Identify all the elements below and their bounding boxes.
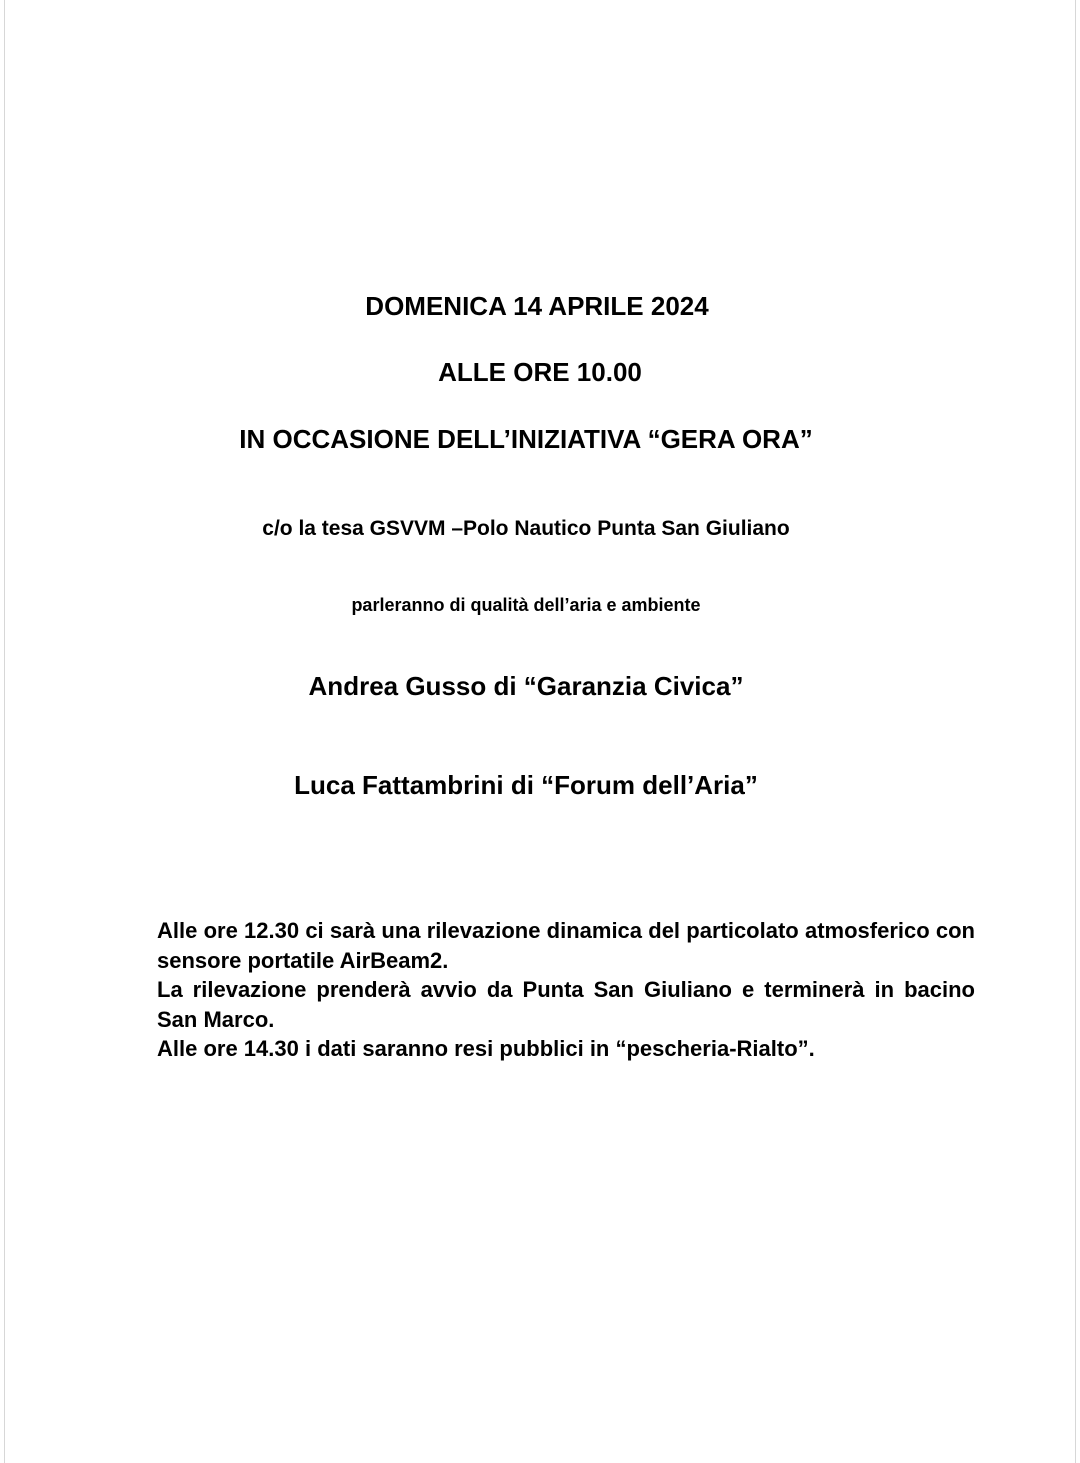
topic-intro: parleranno di qualità dell’aria e ambiente <box>351 595 701 615</box>
page-edge-right <box>1075 0 1076 1463</box>
note-results: Alle ore 14.30 i dati saranno resi pubblici in “pescheria-Rialto”. <box>157 1036 815 1061</box>
page-edge-left <box>4 0 5 1463</box>
speaker-2: Luca Fattambrini di “Forum dell’Aria” <box>294 770 758 800</box>
note-measurement: Alle ore 12.30 ci sarà una rilevazione dinamica del particolato atmosferico con sensore portatile AirBeam2. <box>157 918 975 973</box>
event-occasion: IN OCCASIONE DELL’INIZIATIVA “GERA ORA” <box>239 424 813 454</box>
event-notes <box>157 916 975 1064</box>
note-route: La rilevazione prenderà avvio da Punta San Giuliano e terminerà in bacino San Marco. <box>157 977 975 1032</box>
speaker-1: Andrea Gusso di “Garanzia Civica” <box>308 671 744 701</box>
event-date: DOMENICA 14 APRILE 2024 <box>365 291 709 321</box>
event-venue: c/o la tesa GSVVM –Polo Nautico Punta San Giuliano <box>262 517 790 540</box>
event-time: ALLE ORE 10.00 <box>438 357 642 387</box>
